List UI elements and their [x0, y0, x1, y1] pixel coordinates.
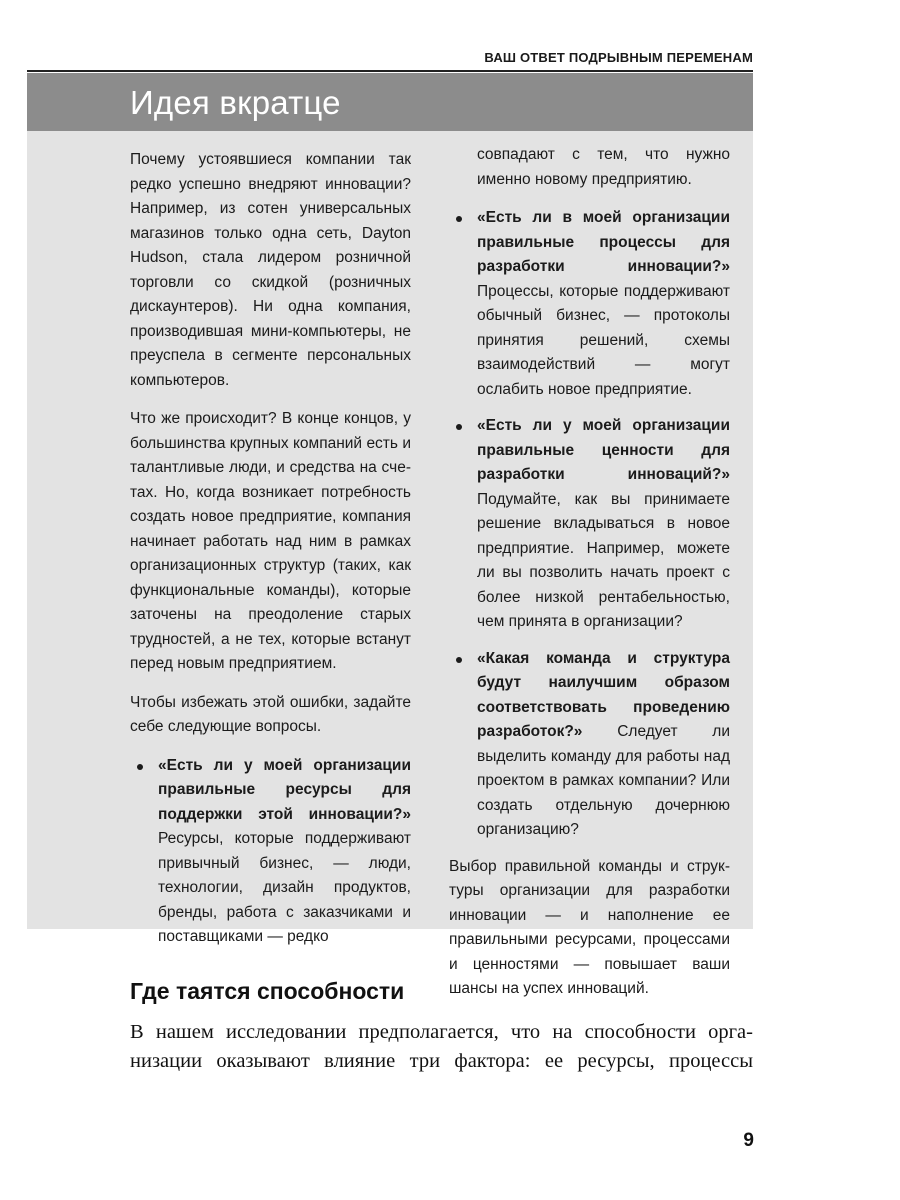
question-item — [477, 647, 730, 843]
summary-paragraph: Почему устоявшиеся компании так редко успешно внедряют инновации? Например, из сотен универсальных магазинов только одна сеть, Dayton Hudson, стала лидером розничной торговли со скидкой (розничных дискаунтеров). Ни одна компания, производившая мини-компьютеры, не преуспела в сегменте персональных компьютеров. — [130, 151, 411, 389]
question-bold: «Есть ли у моей организации правильные ресурсы для поддержки этой инновации?» — [158, 756, 411, 823]
summary-paragraph: Чтобы избежать этой ошибки, задайте себе следующие вопросы. — [130, 693, 411, 735]
question-bold: «Есть ли у моей организации правильные ценности для разработки инноваций?» — [477, 417, 730, 483]
header-rule — [27, 70, 753, 72]
summary-title: Идея вкратце — [130, 84, 341, 121]
summary-paragraph: Что же происходит? В конце концов, у большинства крупных компаний есть и талантливые люди, и средства на счетах. Но, когда возникает потребность создать новое предприятие, компания начинает работать над ним в рамках организационных структур (таких, как функциональные команды), которые заточены на преодоление старых трудностей, а не тех, которые встанут перед новым предприятием. — [130, 410, 411, 672]
question-text: Подумайте, как вы принимаете решение вкладываться в новое предприятие. Например, можете ли вы позволить начать проект с более низкой рентабельностью, чем принята в организации? — [477, 490, 730, 630]
question-bold: «Есть ли в моей организации правильные процессы для разработки инновации?» — [477, 209, 730, 275]
section-body: В нашем исследовании предполагается, что на способности организации оказывают влияние три фактора: ее ресурсы, процессы — [130, 1021, 753, 1072]
question-list — [130, 754, 411, 950]
question-item — [477, 206, 730, 402]
summary-title-bar — [27, 73, 753, 131]
question-item — [158, 754, 411, 950]
question-list — [449, 206, 730, 843]
section-heading: Где таятся способности — [130, 978, 405, 1004]
summary-closing: Выбор правильной команды и структуры организации для разработки инновации — и наполнение ее правильными ресурсами, процессами и ценностями — повышает ваши шансы на успех инноваций. — [449, 857, 730, 997]
question-text: Следует ли выделить команду для работы над проектом в рамках компании? Или создать отдельную дочернюю организацию? — [477, 723, 730, 838]
summary-left-column — [130, 148, 411, 962]
question-bold: «Какая команда и структура будут наилучшим образом соответствовать проведению разработок?» — [477, 649, 730, 740]
bullet-continuation: совпадают с тем, что нужно именно новому предприятию. — [477, 146, 730, 188]
summary-right-column — [449, 143, 730, 1016]
running-head: ВАШ ОТВЕТ ПОДРЫВНЫМ ПЕРЕМЕНАМ — [484, 50, 753, 65]
page-number: 9 — [743, 1130, 754, 1151]
question-item — [477, 414, 730, 635]
question-text: Ресурсы, которые поддерживают привычный бизнес, — люди, технологии, дизайн продуктов, бренды, работа с заказчиками и поставщиками — редко — [158, 830, 411, 945]
question-text: Процессы, которые поддерживают обычный бизнес, — протоколы принятия решений, схемы взаимодействий — могут ослабить новое предприятие. — [477, 282, 730, 398]
